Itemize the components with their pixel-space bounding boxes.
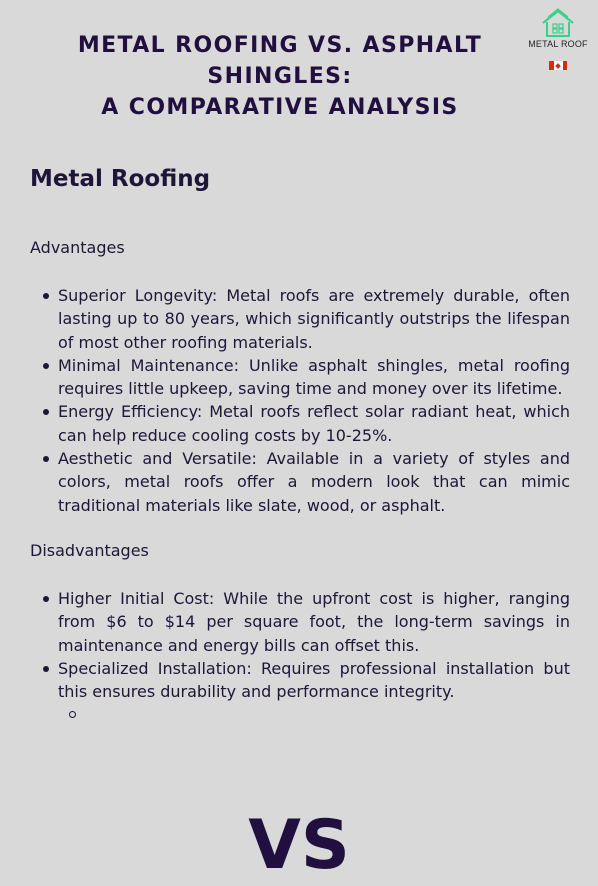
brand-logo xyxy=(522,8,594,70)
list-item: Energy Efficiency: Metal roofs reflect solar radiant heat, which can help reduce cooling costs by 10-25%. xyxy=(40,400,570,447)
disadvantages-list xyxy=(40,587,570,703)
list-item: Specialized Installation: Requires professional installation but this ensures durability and performance integrity. xyxy=(40,657,570,704)
advantages-list xyxy=(40,284,570,517)
house-icon xyxy=(540,8,576,38)
list-item: Higher Initial Cost: While the upfront cost is higher, ranging from $6 to $14 per square foot, the long-term savings in maintenance and energy bills can offset this. xyxy=(40,587,570,657)
vs-text: VS xyxy=(248,806,350,885)
canada-flag-icon xyxy=(549,61,567,70)
advantages-heading: Advantages xyxy=(30,238,125,257)
page-title-line-1: METAL ROOFING VS. ASPHALT SHINGLES: xyxy=(77,33,483,89)
list-item: Minimal Maintenance: Unlike asphalt shingles, metal roofing requires little upkeep, saving time and money over its lifetime. xyxy=(40,354,570,401)
section-heading: Metal Roofing xyxy=(30,166,211,192)
disadvantages-heading: Disadvantages xyxy=(30,541,149,560)
empty-sub-bullet xyxy=(69,711,76,718)
logo-text: METAL ROOF xyxy=(528,39,588,49)
list-item: Superior Longevity: Metal roofs are extremely durable, often lasting up to 80 years, which significantly outstrips the lifespan of most other roofing materials. xyxy=(40,284,570,354)
list-item: Aesthetic and Versatile: Available in a variety of styles and colors, metal roofs offer a modern look that can mimic traditional materials like slate, wood, or asphalt. xyxy=(40,447,570,517)
page-title-line-2: A COMPARATIVE ANALYSIS xyxy=(101,95,459,120)
page-title xyxy=(30,30,530,123)
